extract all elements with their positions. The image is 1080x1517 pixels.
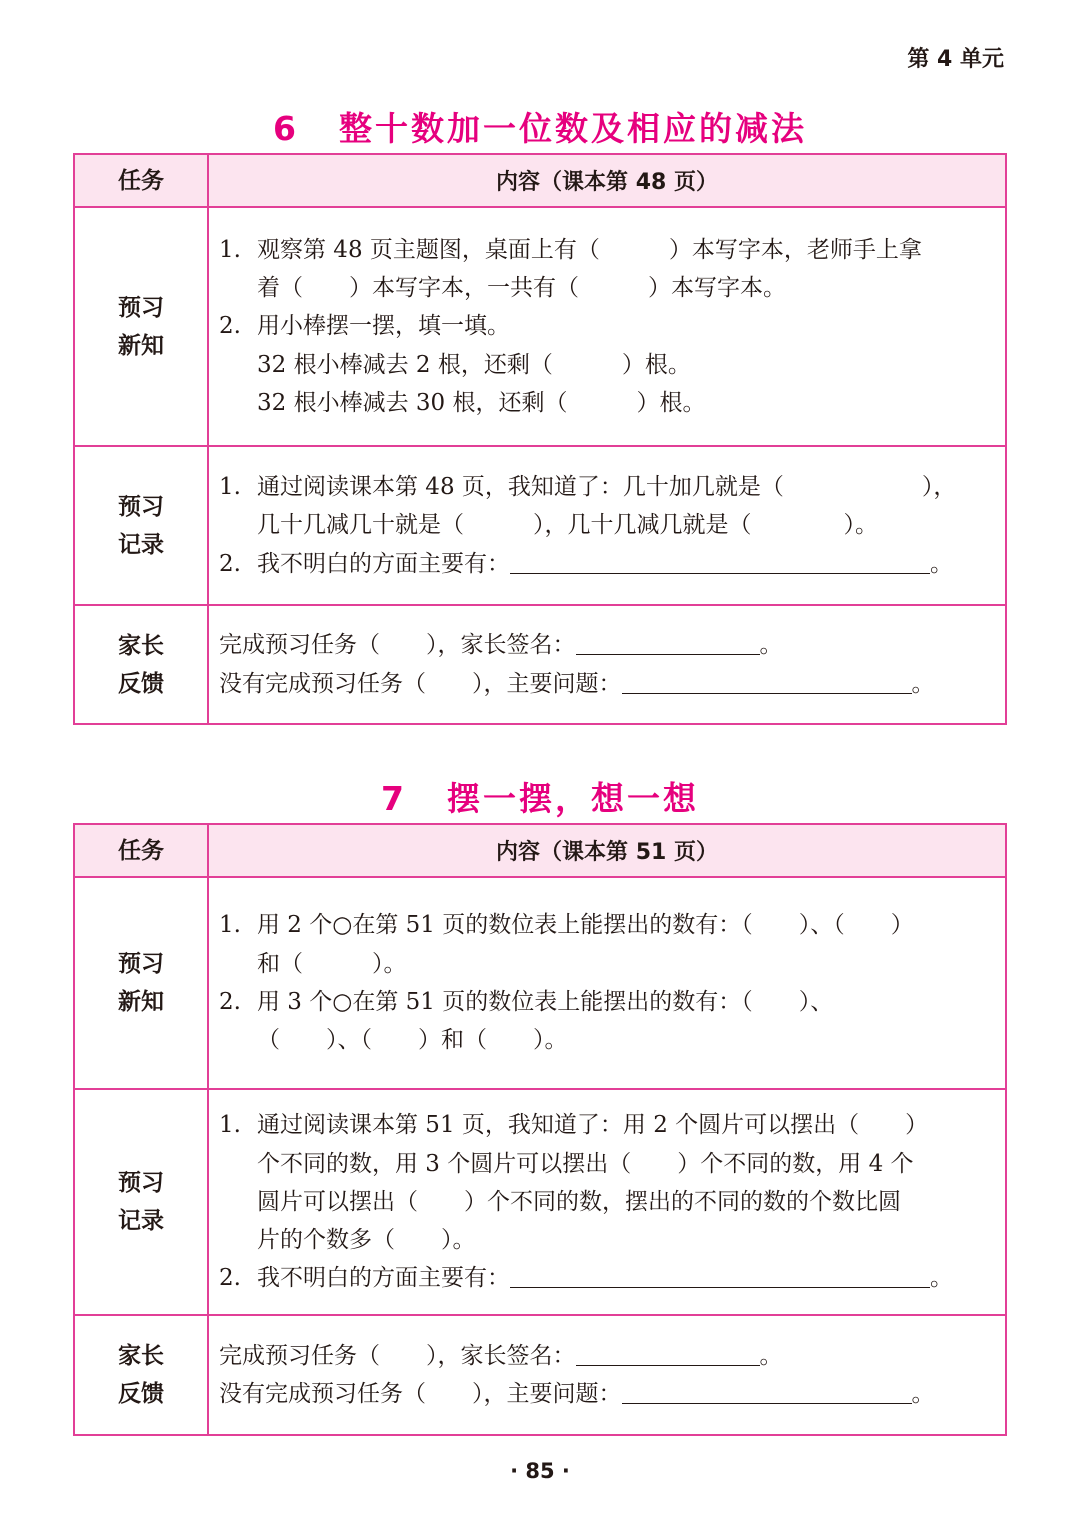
question-text: 我不明白的方面主要有： — [257, 1265, 510, 1292]
feedback-text: 完成预习任务（ ），家长签名： — [219, 632, 576, 659]
question-text: 用 3 个○在第 51 页的数位表上能摆出的数有：（ ）、 — [257, 989, 834, 1015]
answer-blank[interactable] — [510, 545, 930, 574]
feedback-text: 没有完成预习任务（ ），主要问题： — [219, 670, 622, 697]
question-text: 用小棒摆一摆，填一填。 — [257, 313, 510, 340]
task-content — [208, 877, 1006, 1089]
task-label-line: 预习 — [118, 1170, 164, 1196]
period: 。 — [759, 632, 783, 659]
section-title-text: 摆一摆，想一想 — [446, 779, 699, 818]
item-number: 1. — [219, 1112, 241, 1139]
answer-blank[interactable] — [510, 1259, 930, 1288]
content-column-header: 内容（课本第 48 页） — [208, 154, 1006, 207]
task-label-line: 记录 — [118, 531, 164, 558]
question-text: 片的个数多（ ）。 — [257, 1227, 476, 1254]
section-title-6 — [0, 103, 1080, 150]
table-row-preview-record — [74, 1089, 1006, 1315]
parent-signature-blank[interactable] — [576, 1337, 760, 1366]
table-row-parent-feedback — [74, 1315, 1006, 1435]
page-number: · 85 · — [510, 1459, 570, 1483]
task-label-line: 家长 — [118, 1343, 164, 1369]
item-number: 1. — [219, 912, 241, 939]
feedback-text: 完成预习任务（ ），家长签名： — [219, 1342, 576, 1369]
period: 。 — [911, 1381, 935, 1407]
question-text: 圆片可以摆出（ ）个不同的数，摆出的不同的数的个数比圆 — [257, 1188, 901, 1215]
feedback-text: 没有完成预习任务（ ），主要问题： — [219, 1381, 622, 1407]
period: 。 — [930, 550, 953, 577]
section-number: 7 — [381, 779, 407, 818]
task-column-header: 任务 — [74, 154, 208, 207]
question-text: 32 根小棒减去 2 根，还剩（ ）根。 — [257, 351, 691, 378]
task-label — [74, 877, 208, 1089]
section-title-text: 整十数加一位数及相应的减法 — [338, 109, 807, 148]
content-column-header: 内容（课本第 51 页） — [208, 824, 1006, 877]
task-label-line: 预习 — [118, 294, 164, 321]
item-number: 1. — [219, 474, 241, 501]
preview-table-section-7 — [73, 823, 1007, 1436]
task-label-line: 记录 — [118, 1208, 164, 1234]
table-row-preview-record — [74, 446, 1006, 605]
period: 。 — [911, 670, 935, 697]
table-row-preview-new — [74, 877, 1006, 1089]
question-text: 用 2 个○在第 51 页的数位表上能摆出的数有：（ ）、（ ） — [257, 912, 914, 939]
task-label-line: 家长 — [118, 632, 164, 659]
task-label — [74, 446, 208, 605]
task-content — [208, 605, 1006, 724]
question-text: （ ）、（ ）和（ ）。 — [257, 1027, 568, 1054]
section-number: 6 — [273, 109, 299, 148]
question-text: 着（ ）本写字本，一共有（ ）本写字本。 — [257, 275, 786, 302]
item-number: 2. — [219, 1265, 241, 1292]
question-text: 通过阅读课本第 48 页，我知道了：几十加几就是（ ）， — [257, 474, 957, 501]
task-label-line: 新知 — [118, 332, 164, 359]
task-content — [208, 446, 1006, 605]
task-label-line: 反馈 — [118, 670, 164, 697]
unit-label: 第 4 单元 — [907, 47, 1004, 72]
question-text: 几十几减几十就是（ ），几十几减几就是（ ）。 — [257, 512, 878, 539]
question-text: 观察第 48 页主题图，桌面上有（ ）本写字本，老师手上拿 — [257, 236, 922, 263]
section-title-7 — [0, 773, 1080, 820]
task-label-line: 预习 — [118, 493, 164, 520]
item-number: 2. — [219, 313, 241, 340]
task-label-line: 新知 — [118, 989, 164, 1015]
item-number: 2. — [219, 550, 241, 577]
question-text: 个不同的数，用 3 个圆片可以摆出（ ）个不同的数，用 4 个 — [257, 1150, 914, 1177]
task-label — [74, 1089, 208, 1315]
table-header-row — [74, 824, 1006, 877]
task-content — [208, 207, 1006, 446]
preview-table-section-6 — [73, 153, 1007, 725]
problem-blank[interactable] — [622, 1375, 912, 1404]
question-text: 我不明白的方面主要有： — [257, 550, 510, 577]
problem-blank[interactable] — [622, 665, 912, 694]
question-text: 通过阅读课本第 51 页，我知道了：用 2 个圆片可以摆出（ ） — [257, 1112, 929, 1139]
table-row-preview-new — [74, 207, 1006, 446]
table-header-row — [74, 154, 1006, 207]
table-row-parent-feedback — [74, 605, 1006, 724]
task-label — [74, 207, 208, 446]
task-column-header: 任务 — [74, 824, 208, 877]
item-number: 1. — [219, 236, 241, 263]
question-text: 和（ ）。 — [257, 950, 407, 977]
item-number: 2. — [219, 989, 241, 1015]
task-content — [208, 1315, 1006, 1435]
task-label — [74, 1315, 208, 1435]
task-label-line: 反馈 — [118, 1381, 164, 1407]
question-text: 32 根小棒减去 30 根，还剩（ ）根。 — [257, 389, 706, 416]
task-label-line: 预习 — [118, 951, 164, 977]
task-label — [74, 605, 208, 724]
parent-signature-blank[interactable] — [576, 626, 760, 655]
period: 。 — [930, 1265, 953, 1292]
task-content — [208, 1089, 1006, 1315]
period: 。 — [759, 1342, 783, 1369]
